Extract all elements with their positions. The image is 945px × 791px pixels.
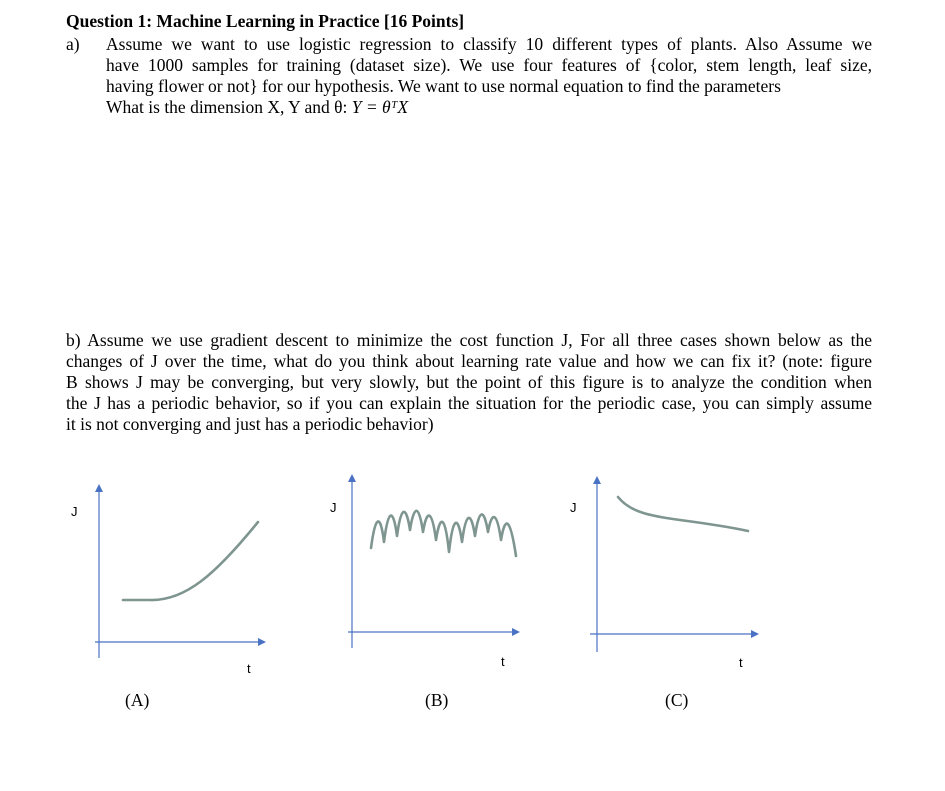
figure-a bbox=[71, 488, 262, 676]
figure-b-caption: (B) bbox=[425, 690, 449, 710]
part-a-label: a) bbox=[66, 34, 80, 54]
figures-panel bbox=[0, 470, 945, 685]
part-a-line-1: Assume we want to use logistic regression to classify 10 different types of plants. Also Assume we bbox=[106, 34, 872, 54]
part-a-text bbox=[106, 34, 872, 118]
figure-c-x-label: t bbox=[739, 655, 743, 670]
figure-b bbox=[330, 478, 516, 669]
figure-c-caption: (C) bbox=[665, 690, 689, 710]
part-a-equation: Y = θᵀX bbox=[351, 97, 409, 117]
part-a-question-line bbox=[106, 97, 872, 118]
figure-a-x-label: t bbox=[247, 661, 251, 676]
part-a-line-3: having flower or not} for our hypothesis. We want to use normal equation to find the parameters bbox=[106, 76, 781, 96]
part-a-line-2: have 1000 samples for training (dataset size). We use four features of {color, stem length, leaf size, bbox=[106, 55, 872, 75]
figure-a-y-label: J bbox=[71, 504, 78, 519]
part-b-line-1: b) Assume we use gradient descent to minimize the cost function J, For all three cases shown below as the bbox=[66, 330, 872, 350]
figure-b-x-label: t bbox=[501, 654, 505, 669]
part-b-text bbox=[66, 330, 872, 435]
figure-b-y-label: J bbox=[330, 500, 337, 515]
figure-a-curve bbox=[123, 522, 258, 600]
part-b-line-3: B shows J may be converging, but very slowly, but the point of this figure is to analyze the condition when bbox=[66, 372, 872, 392]
figure-a-caption: (A) bbox=[125, 690, 150, 710]
part-a-question-text: What is the dimension X, Y and θ: bbox=[106, 97, 348, 117]
figure-c-y-label: J bbox=[570, 500, 577, 515]
part-b-line-2: changes of J over the time, what do you think about learning rate value and how we can fix it? (note: figure bbox=[66, 351, 872, 371]
part-b-line-5: it is not converging and just has a periodic behavior) bbox=[66, 414, 434, 434]
part-b-line-4: the J has a periodic behavior, so if you can explain the situation for the periodic case, you can simply assume bbox=[66, 393, 872, 413]
figure-c bbox=[570, 480, 755, 670]
question-title: Question 1: Machine Learning in Practice [16 Points] bbox=[66, 11, 465, 31]
figure-c-curve bbox=[618, 497, 748, 531]
figure-b-curve bbox=[371, 511, 516, 556]
